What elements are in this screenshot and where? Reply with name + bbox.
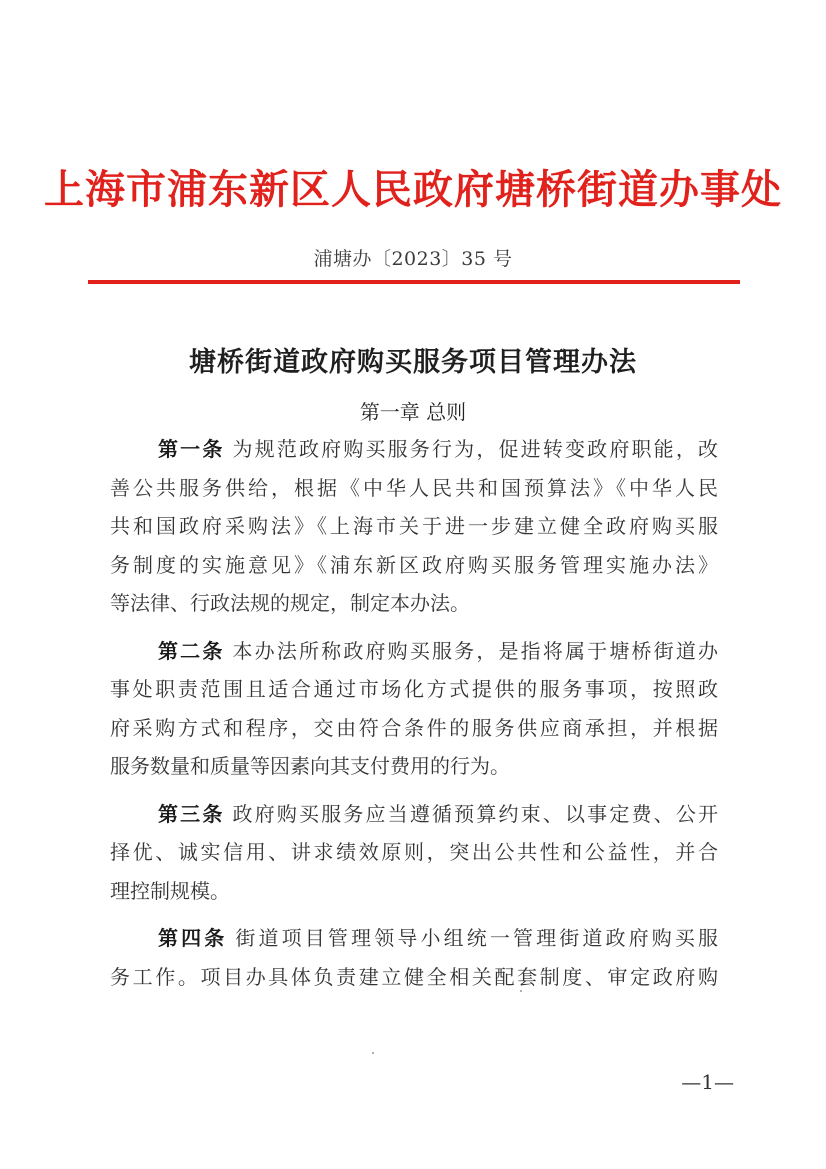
article-4 (110, 919, 718, 996)
text-line: 理控制规模。 (110, 878, 230, 903)
red-separator-line (88, 280, 740, 284)
article-label: 第四条 (158, 926, 228, 950)
article-1 (110, 430, 718, 623)
scan-speck (372, 1052, 374, 1054)
text-line (110, 919, 718, 958)
text-line: 共和国政府采购法》《上海市关于进一步建立健全政府购买服 (110, 514, 718, 538)
scan-speck (520, 990, 522, 992)
text-line: 善公共服务供给，根据《中华人民共和国预算法》《中华人民 (110, 475, 718, 500)
text-line (110, 632, 718, 671)
text-line: 务制度的实施意见》《浦东新区政府购买服务管理实施办法》 (110, 552, 718, 577)
article-3 (110, 795, 718, 911)
page-number: —1— (681, 1070, 734, 1094)
text-line: 事处职责范围且适合通过市场化方式提供的服务事项，按照政 (110, 677, 718, 701)
article-label: 第三条 (158, 801, 225, 826)
text-line: 择优、诚实信用、讲求绩效原则，突出公共性和公益性，并合 (110, 840, 718, 864)
article-label: 第一条 (158, 437, 225, 461)
issuing-authority-header: 上海市浦东新区人民政府塘桥街道办事处 (44, 166, 782, 213)
article-label: 第二条 (158, 638, 225, 663)
text-line (110, 430, 718, 469)
document-body (110, 430, 718, 1005)
text-line-content: 为规范政府购买服务行为，促进转变政府职能，改 (232, 437, 718, 461)
text-line: 等法律、行政法规的规定，制定本办法。 (110, 591, 470, 615)
article-2 (110, 632, 718, 786)
chapter-heading: 第一章 总则 (359, 400, 467, 424)
document-title: 塘桥街道政府购买服务项目管理办法 (189, 347, 637, 378)
text-line: 服务数量和质量等因素向其支付费用的行为。 (110, 754, 510, 778)
text-line-content: 街道项目管理领导小组统一管理街道政府购买服 (235, 926, 719, 950)
text-line-content: 本办法所称政府购买服务，是指将属于塘桥街道办 (232, 638, 718, 663)
text-line-content: 政府购买服务应当遵循预算约束、以事定费、公开 (232, 801, 718, 826)
text-line: 府采购方式和程序，交由符合条件的服务供应商承担，并根据 (110, 715, 718, 740)
text-line: 务工作。项目办具体负责建立健全相关配套制度、审定政府购 (110, 964, 718, 989)
document-number: 浦塘办〔2023〕35 号 (313, 248, 513, 270)
text-line (110, 795, 718, 834)
